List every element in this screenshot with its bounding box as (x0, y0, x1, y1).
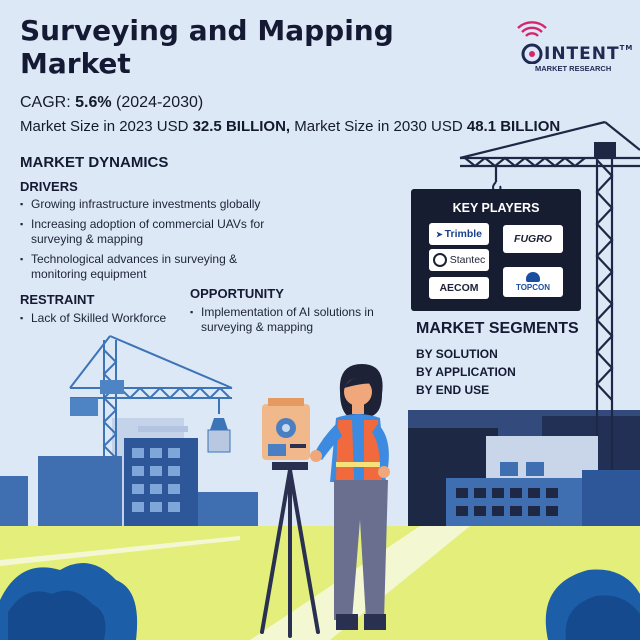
topcon-icon (526, 272, 540, 282)
opportunity-heading: OPPORTUNITY (190, 286, 284, 301)
segment-item: BY END USE (416, 383, 490, 397)
building (38, 456, 122, 536)
restraint-list (20, 311, 180, 331)
cagr-label: CAGR: (20, 94, 71, 111)
crane-load (208, 430, 230, 452)
drivers-list (20, 197, 270, 287)
list-item: ▪ Increasing adoption of commercial UAVs for surveying & mapping (20, 217, 270, 247)
cagr-value: 5.6% (75, 94, 112, 111)
player-logo-trimble: ➤ Trimble (429, 223, 489, 245)
player-logo-stantec: Stantec (429, 249, 489, 271)
player-logo-aecom: AECOM (429, 277, 489, 299)
key-players-panel (411, 189, 581, 311)
stantec-icon (433, 253, 447, 267)
total-station (262, 398, 310, 460)
player-logo-topcon: TOPCON (503, 267, 563, 297)
market-size-line (20, 118, 560, 135)
cagr-period: (2024-2030) (116, 94, 204, 111)
drivers-heading: DRIVERS (20, 179, 78, 194)
cagr-line (20, 94, 203, 112)
trimble-icon: ➤ (435, 229, 443, 239)
segment-item: BY APPLICATION (416, 365, 516, 379)
market-dynamics-heading: MARKET DYNAMICS (20, 154, 169, 171)
far-building (138, 426, 188, 432)
page-title (20, 14, 394, 80)
logo-wordmark: INTENT™ (544, 44, 634, 64)
list-item: ▪ Implementation of AI solutions in surveying & mapping (190, 305, 380, 335)
crane-hook-load (210, 418, 228, 430)
crane-cab (594, 142, 616, 158)
size-2030-value: 48.1 BILLION (466, 118, 561, 135)
title-line-1: Surveying and Mapping (20, 14, 394, 47)
player-logo-fugro: FUGRO (503, 225, 563, 253)
list-item: ▪ Growing infrastructure investments globally (20, 197, 270, 212)
list-item: ▪ Lack of Skilled Workforce (20, 311, 180, 326)
intent-logo (512, 20, 634, 74)
segment-item: BY SOLUTION (416, 347, 498, 361)
opportunity-list (190, 305, 380, 340)
crane-counterweight (70, 398, 98, 416)
title-line-2: Market (20, 47, 131, 80)
crane-cab (100, 380, 124, 394)
tripod-head (272, 462, 308, 470)
restraint-heading: RESTRAINT (20, 292, 95, 307)
logo-subtitle: MARKET RESEARCH (535, 64, 612, 73)
key-players-heading: KEY PLAYERS (452, 201, 540, 215)
size-2030-label: Market Size in 2030 USD (294, 118, 463, 135)
size-2023-value: 32.5 BILLION, (192, 118, 291, 135)
market-segments-heading: MARKET SEGMENTS (416, 320, 579, 337)
list-item: ▪ Technological advances in surveying & monitoring equipment (20, 252, 270, 282)
size-2023-label: Market Size in 2023 USD (20, 118, 189, 135)
